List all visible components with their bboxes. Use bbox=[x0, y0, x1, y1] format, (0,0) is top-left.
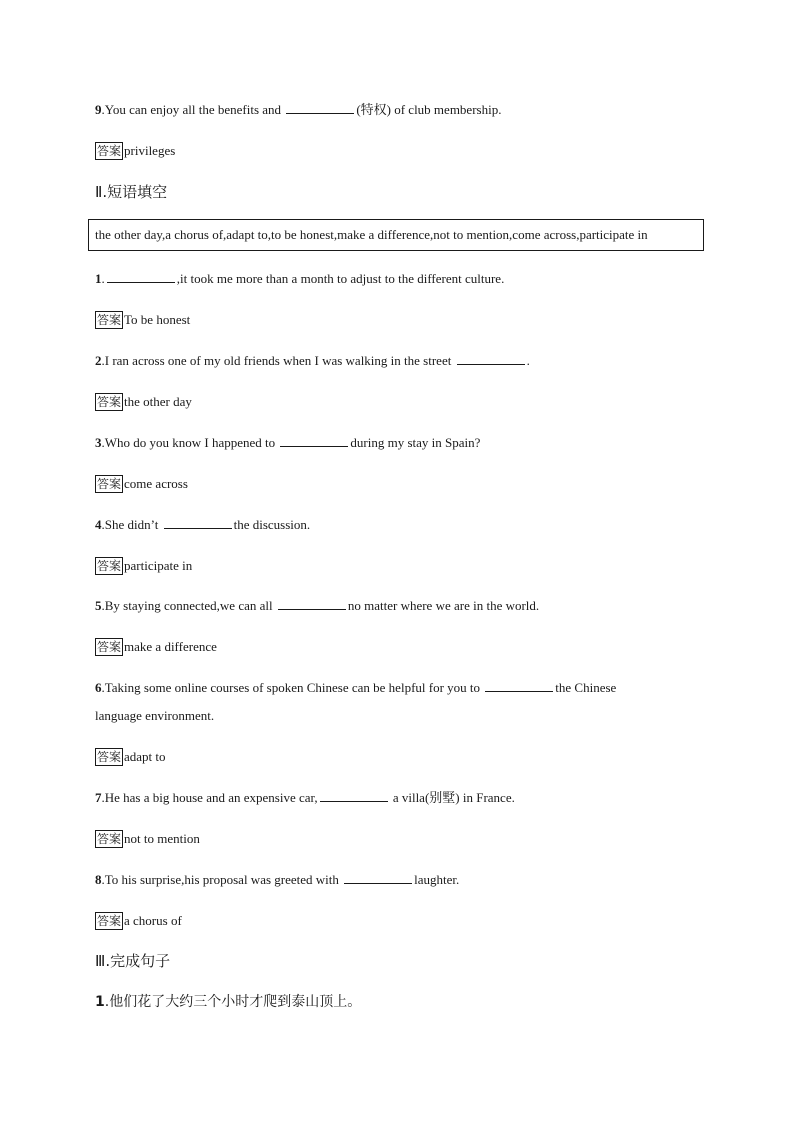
question-text: .Who do you know I happened to bbox=[101, 435, 279, 450]
answer-row bbox=[95, 142, 175, 160]
answer-row bbox=[95, 475, 188, 493]
answer-blank bbox=[286, 101, 354, 114]
question-text: . bbox=[101, 271, 105, 286]
question-6-continued: language environment. bbox=[95, 708, 215, 723]
answer-blank bbox=[344, 871, 412, 884]
question-text: the Chinese bbox=[555, 680, 617, 695]
answer-text: a chorus of bbox=[124, 913, 182, 928]
answer-blank bbox=[320, 789, 388, 802]
question-4 bbox=[95, 516, 310, 534]
question-text: .He has a big house and an expensive car, bbox=[101, 790, 318, 805]
answer-row bbox=[95, 557, 192, 575]
question-2 bbox=[95, 352, 530, 370]
answer-text: make a difference bbox=[124, 639, 217, 654]
answer-row bbox=[95, 393, 192, 411]
question-number: 3 bbox=[95, 435, 102, 450]
answer-blank bbox=[278, 597, 346, 610]
question-number: 1 bbox=[95, 994, 105, 1010]
question-7 bbox=[95, 789, 515, 807]
question-text: (特权) of club membership. bbox=[356, 102, 502, 117]
question-text: laughter. bbox=[414, 872, 460, 887]
answer-text: the other day bbox=[124, 394, 192, 409]
section-heading: Ⅱ.短语填空 bbox=[95, 183, 168, 201]
question-number: 8 bbox=[95, 872, 102, 887]
question-number: 4 bbox=[95, 517, 102, 532]
question-text: during my stay in Spain? bbox=[350, 435, 481, 450]
answer-label: 答案 bbox=[97, 914, 122, 928]
answer-row bbox=[95, 638, 217, 656]
question-text: .I ran across one of my old friends when I was walking in the street bbox=[101, 353, 455, 368]
question-text: .You can enjoy all the benefits and bbox=[101, 102, 285, 117]
question-number: 5 bbox=[95, 598, 102, 613]
answer-label: 答案 bbox=[97, 640, 122, 654]
answer-row bbox=[95, 830, 200, 848]
answer-blank bbox=[107, 270, 175, 283]
question-1 bbox=[95, 993, 361, 1011]
question-text: a villa(别墅) in France. bbox=[389, 790, 515, 805]
question-text: . bbox=[526, 353, 530, 368]
answer-row bbox=[95, 912, 182, 930]
question-1 bbox=[95, 270, 504, 288]
answer-blank bbox=[280, 434, 348, 447]
question-text: the discussion. bbox=[233, 517, 311, 532]
question-8 bbox=[95, 871, 459, 889]
answer-label: 答案 bbox=[97, 559, 122, 573]
answer-blank bbox=[457, 352, 525, 365]
answer-label: 答案 bbox=[97, 395, 122, 409]
section-heading: Ⅲ.完成句子 bbox=[95, 952, 171, 970]
answer-text: participate in bbox=[124, 558, 193, 573]
answer-blank bbox=[485, 679, 553, 692]
question-3 bbox=[95, 434, 480, 452]
question-number: 1 bbox=[95, 271, 102, 286]
answer-label: 答案 bbox=[97, 144, 122, 158]
answer-label: 答案 bbox=[97, 750, 122, 764]
question-9 bbox=[95, 101, 501, 119]
answer-label: 答案 bbox=[97, 477, 122, 491]
answer-text: come across bbox=[124, 476, 188, 491]
question-text: ,it took me more than a month to adjust to the different culture. bbox=[176, 271, 505, 286]
answer-text: adapt to bbox=[124, 749, 166, 764]
phrase-box: the other day,a chorus of,adapt to,to be honest,make a difference,not to mention,come across,participate in bbox=[88, 219, 704, 251]
question-5 bbox=[95, 597, 539, 615]
question-text: .Taking some online courses of spoken Chinese can be helpful for you to bbox=[101, 680, 484, 695]
answer-row bbox=[95, 311, 190, 329]
answer-text: To be honest bbox=[124, 312, 191, 327]
question-text: .She didn’t bbox=[101, 517, 162, 532]
question-number: 6 bbox=[95, 680, 102, 695]
answer-blank bbox=[164, 516, 232, 529]
question-number: 2 bbox=[95, 353, 102, 368]
question-number: 9 bbox=[95, 102, 102, 117]
question-text: no matter where we are in the world. bbox=[347, 598, 540, 613]
question-number: 7 bbox=[95, 790, 102, 805]
question-text: .To his surprise,his proposal was greeted with bbox=[101, 872, 343, 887]
question-text: .他们花了大约三个小时才爬到泰山顶上。 bbox=[104, 994, 362, 1010]
question-text: .By staying connected,we can all bbox=[101, 598, 276, 613]
answer-label: 答案 bbox=[97, 832, 122, 846]
answer-text: privileges bbox=[124, 143, 176, 158]
question-6 bbox=[95, 679, 616, 697]
answer-row bbox=[95, 748, 166, 766]
answer-text: not to mention bbox=[124, 831, 200, 846]
answer-label: 答案 bbox=[97, 313, 122, 327]
